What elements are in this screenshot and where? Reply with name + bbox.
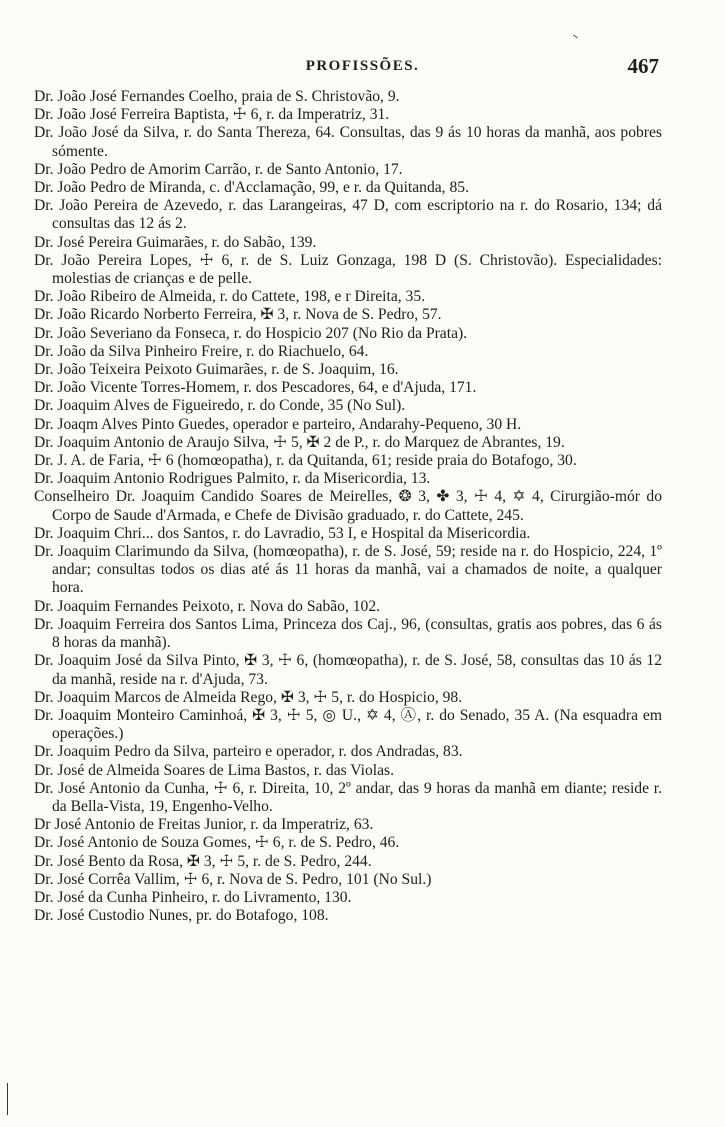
directory-entry: Dr. José de Almeida Soares de Lima Bastos, r. das Violas. xyxy=(34,761,394,779)
directory-entry: Dr. José Custodio Nunes, pr. do Botafogo, 108. xyxy=(34,907,329,925)
directory-entry: Dr. Joaquim Antonio de Araujo Silva, ☩ 5, ✠ 2 de P., r. do Marquez de Abrantes, 19. xyxy=(34,433,565,451)
directory-entries xyxy=(34,88,662,925)
directory-entry: Dr. João Pedro de Amorim Carrão, r. de Santo Antonio, 17. xyxy=(34,160,403,178)
directory-entry: Dr José Antonio de Freitas Junior, r. da Imperatriz, 63. xyxy=(34,816,374,834)
directory-entry: Dr. João José da Silva, r. do Santa Thereza, 64. Consultas, das 9 ás 10 horas da manhã, aos pobres sómente. xyxy=(34,124,662,160)
directory-entry: Dr. João Ricardo Norberto Ferreira, ✠ 3, r. Nova de S. Pedro, 57. xyxy=(34,306,442,324)
page-number: 467 xyxy=(627,54,659,78)
directory-entry: Dr. Joaquim José da Silva Pinto, ✠ 3, ☩ 6, (homœopatha), r. de S. José, 58, consultas das 10 ás 12 da manhã, reside na r. d'Ajuda, 73. xyxy=(34,652,662,688)
directory-entry: Dr. Joaquim Chri... dos Santos, r. do Lavradio, 53 I, e Hospital da Misericordia. xyxy=(34,524,531,542)
directory-entry: Dr. João José Ferreira Baptista, ☩ 6, r. da Imperatriz, 31. xyxy=(34,106,390,124)
directory-entry: Dr. João Vicente Torres-Homem, r. dos Pescadores, 64, e d'Ajuda, 171. xyxy=(34,379,477,397)
directory-entry: Dr. José Corrêa Vallim, ☩ 6, r. Nova de S. Pedro, 101 (No Sul.) xyxy=(34,870,432,888)
margin-mark xyxy=(7,1083,8,1115)
directory-entry: Dr. Joaquim Clarimundo da Silva, (homœopatha), r. de S. José, 59; reside na r. do Hospicio, 224, 1º andar; consultas todos os dias até ás 11 horas da manhã, vai a chamados de noite, a qualquer hora. xyxy=(34,543,662,597)
directory-entry: Conselheiro Dr. Joaquim Candido Soares de Meirelles, ❂ 3, ✤ 3, ☩ 4, ✡ 4, Cirurgião-mór do Corpo de Saude d'Armada, e Chefe de Divisão graduado, r. do Cattete, 245. xyxy=(34,488,662,524)
directory-entry: Dr. José da Cunha Pinheiro, r. do Livramento, 130. xyxy=(34,888,352,906)
directory-entry: Dr. João da Silva Pinheiro Freire, r. do Riachuelo, 64. xyxy=(34,342,369,360)
directory-entry: Dr. J. A. de Faria, ☩ 6 (homœopatha), r. da Quitanda, 61; reside praia do Botafogo, 30. xyxy=(34,452,577,470)
directory-entry: Dr. Joaquim Pedro da Silva, parteiro e operador, r. dos Andradas, 83. xyxy=(34,743,463,761)
directory-entry: Dr. José Pereira Guimarães, r. do Sabão, 139. xyxy=(34,233,317,251)
directory-entry: Dr. Joaquim Ferreira dos Santos Lima, Princeza dos Caj., 96, (consultas, gratis aos pobres, das 6 ás 8 horas da manhã). xyxy=(34,615,662,652)
directory-entry: Dr. João Pereira Lopes, ☩ 6, r. de S. Luiz Gonzaga, 198 D (S. Christovão). Especialidades: molestias de crianças e de pelle. xyxy=(34,251,662,288)
directory-entry: Dr. Joaquim Marcos de Almeida Rego, ✠ 3, ☩ 5, r. do Hospicio, 98. xyxy=(34,688,463,706)
directory-entry: Dr. Joaqm Alves Pinto Guedes, operador e parteiro, Andarahy-Pequeno, 30 H. xyxy=(34,415,522,433)
directory-entry: Dr. Joaquim Fernandes Peixoto, r. Nova do Sabão, 102. xyxy=(34,597,381,615)
directory-entry: Dr. João Teixeira Peixoto Guimarães, r. de S. Joaquim, 16. xyxy=(34,361,399,379)
directory-entry: Dr. José Bento da Rosa, ✠ 3, ☩ 5, r. de S. Pedro, 244. xyxy=(34,852,372,870)
directory-entry: Dr. Joaquim Alves de Figueiredo, r. do Conde, 35 (No Sul). xyxy=(34,397,406,415)
directory-entry: Dr. Joaquim Antonio Rodrigues Palmito, r. da Misericordia, 13. xyxy=(34,470,431,488)
print-mark xyxy=(573,35,578,39)
directory-entry: Dr. Joaquim Monteiro Caminhoá, ✠ 3, ☩ 5, ◎ U., ✡ 4, Ⓐ, r. do Senado, 35 A. (Na esquadra em operações.) xyxy=(34,706,662,743)
directory-entry: Dr. José Antonio de Souza Gomes, ☩ 6, r. de S. Pedro, 46. xyxy=(34,834,400,852)
directory-entry: Dr. João Ribeiro de Almeida, r. do Cattete, 198, e r Direita, 35. xyxy=(34,288,426,306)
directory-entry: Dr. João Severiano da Fonseca, r. do Hospicio 207 (No Rio da Prata). xyxy=(34,324,468,342)
running-title: PROFISSÕES. xyxy=(305,58,420,74)
directory-entry: Dr. João José Fernandes Coelho, praia de S. Christovão, 9. xyxy=(34,88,400,105)
directory-entry: Dr. João Pereira de Azevedo, r. das Larangeiras, 47 D, com escriptorio na r. do Rosario, 134; dá consultas das 12 ás 2. xyxy=(34,197,662,233)
directory-entry: Dr. João Pedro de Miranda, c. d'Acclamação, 99, e r. da Quitanda, 85. xyxy=(34,179,469,197)
directory-entry: Dr. José Antonio da Cunha, ☩ 6, r. Direita, 10, 2º andar, das 9 horas da manhã em diante; reside r. da Bella-Vista, 19, Engenho-Velho. xyxy=(34,779,662,815)
page-header xyxy=(0,56,725,86)
